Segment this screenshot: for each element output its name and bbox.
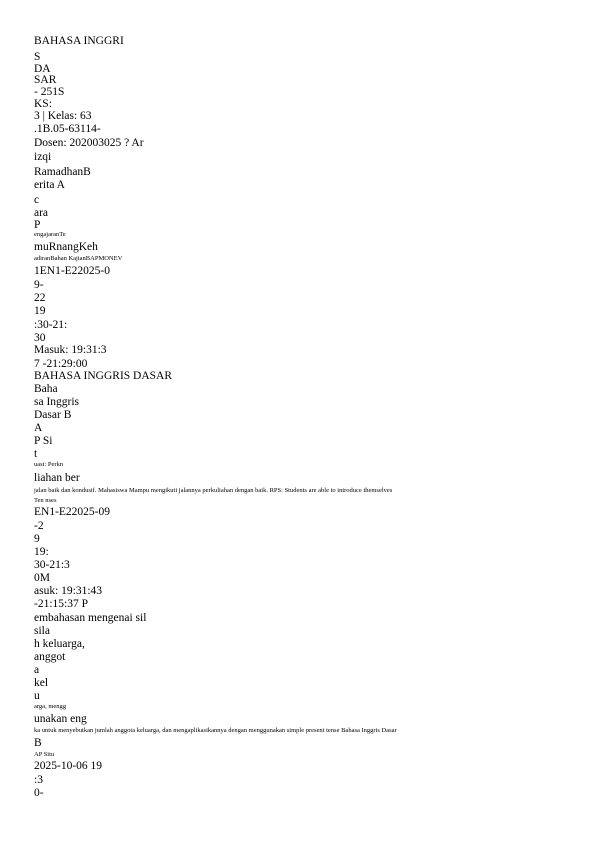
- course-title-line: BAHASA INGGRIS DASAR: [34, 370, 173, 382]
- text-line: S: [34, 51, 41, 63]
- text-line: Baha: [34, 383, 58, 395]
- small-text-line: arga, mengg: [34, 703, 67, 710]
- small-text-line: Ten nses: [34, 497, 57, 504]
- class-line: 3 | Kelas: 63: [34, 110, 92, 122]
- text-line: 30-21:3: [34, 559, 70, 571]
- small-text-line: adiranBahan KajianBAPMONEV: [34, 255, 123, 262]
- text-line: 9: [34, 533, 40, 545]
- text-line: asuk: 19:31:43: [34, 585, 103, 597]
- small-text-line: ka untuk menyebutkan jumlah anggota keluarga, dan mengaplikasikannya dengan menggunakan simple present tense Bahasa Inggris Dasar: [34, 727, 397, 734]
- text-line: erita A: [34, 179, 65, 191]
- text-line: muRnangKeh: [34, 241, 98, 253]
- text-line: 9-: [34, 279, 44, 291]
- text-line: 30: [34, 332, 46, 344]
- text-line: -21:15:37 P: [34, 598, 88, 610]
- small-text-line: AP Situ: [34, 751, 55, 758]
- text-line: sila: [34, 625, 50, 637]
- text-line: ara: [34, 207, 49, 219]
- text-line: RamadhanB: [34, 166, 91, 178]
- date-line: 2025-10-06 19: [34, 760, 103, 772]
- text-line: a: [34, 664, 40, 676]
- text-line: 1EN1-E22025-0: [34, 265, 111, 277]
- text-line: A: [34, 422, 43, 434]
- text-line: u: [34, 690, 40, 702]
- text-line: P: [34, 219, 41, 231]
- text-line: SAR: [34, 74, 57, 86]
- text-line: 22: [34, 292, 46, 304]
- text-line: EN1-E22025-09: [34, 506, 111, 518]
- text-line: :3: [34, 774, 43, 786]
- course-title-line: BAHASA INGGRI: [34, 35, 124, 47]
- small-text-line: uasi: Perkn: [34, 461, 64, 468]
- text-line: -2: [34, 520, 44, 532]
- text-line: :30-21:: [34, 319, 68, 331]
- text-line: embahasan mengenai sil: [34, 612, 147, 624]
- text-line: 7 -21:29:00: [34, 358, 88, 370]
- text-line: 0M: [34, 572, 50, 584]
- text-line: t: [34, 448, 38, 460]
- text-line: Masuk: 19:31:3: [34, 344, 107, 356]
- text-line: DA: [34, 63, 51, 75]
- text-line: P Si: [34, 435, 53, 447]
- lecturer-line: Dosen: 202003025 ? Ar: [34, 137, 144, 149]
- text-line: h keluarga,: [34, 638, 85, 650]
- text-line: KS:: [34, 98, 52, 110]
- text-line: unakan eng: [34, 713, 87, 725]
- text-line: B: [34, 737, 42, 749]
- text-line: izqi: [34, 151, 52, 163]
- text-line: 19:: [34, 546, 49, 558]
- text-line: anggot: [34, 651, 66, 663]
- text-line: sa Inggris: [34, 396, 80, 408]
- text-line: 19: [34, 305, 46, 317]
- text-line: kel: [34, 677, 49, 689]
- text-line: liahan ber: [34, 472, 80, 484]
- small-text-line: engajaranTe: [34, 231, 66, 238]
- text-line: - 251S: [34, 86, 65, 98]
- text-line: .1B.05-63114-: [34, 123, 101, 135]
- text-line: Dasar B: [34, 409, 72, 421]
- text-line: 0-: [34, 787, 44, 799]
- small-text-line: jalan baik dan kondusif. Mahasiswa Mampu mengikuti jalannya perkuliahan dengan baik. RPS: Students are able to introduce themselves: [34, 487, 393, 494]
- text-line: c: [34, 194, 40, 206]
